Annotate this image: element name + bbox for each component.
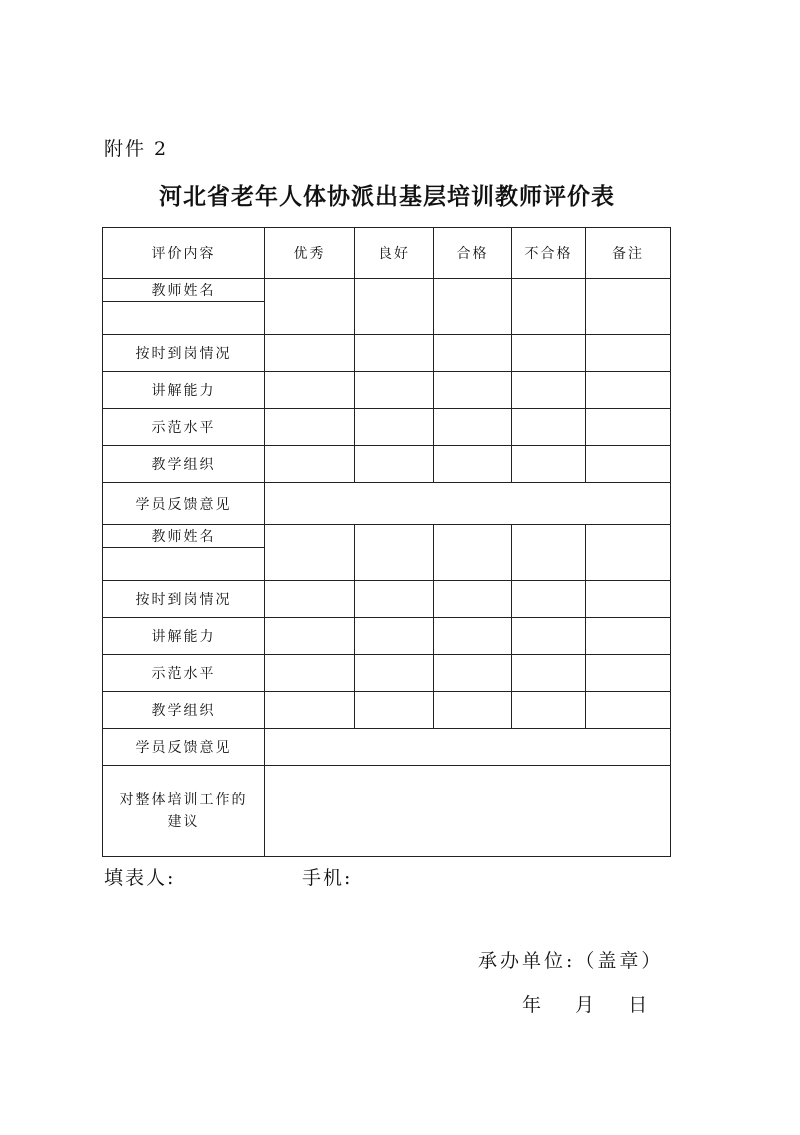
rating-cell[interactable] — [434, 655, 512, 692]
rating-cell[interactable] — [434, 446, 512, 483]
rating-cell[interactable] — [434, 618, 512, 655]
table-row — [103, 655, 671, 692]
filler-label: 填表人: — [104, 867, 176, 889]
rating-cell[interactable] — [355, 335, 434, 372]
organizer-seal — [478, 946, 663, 973]
rating-cell[interactable] — [512, 525, 586, 581]
phone-label: 手机: — [302, 867, 353, 889]
remarks-cell[interactable] — [586, 692, 671, 729]
teacher-name-label: 教师姓名 — [103, 525, 265, 548]
rating-cell[interactable] — [512, 655, 586, 692]
rating-cell[interactable] — [512, 618, 586, 655]
rating-cell[interactable] — [265, 692, 355, 729]
feedback-label: 学员反馈意见 — [103, 729, 265, 766]
rating-cell[interactable] — [265, 279, 355, 335]
rating-cell[interactable] — [512, 335, 586, 372]
rating-cell[interactable] — [434, 525, 512, 581]
rating-cell[interactable] — [512, 409, 586, 446]
attachment-label: 附件 2 — [104, 138, 169, 160]
rating-cell[interactable] — [355, 581, 434, 618]
rating-cell[interactable] — [512, 279, 586, 335]
remarks-cell[interactable] — [586, 525, 671, 581]
rating-cell[interactable] — [265, 525, 355, 581]
feedback-cell[interactable] — [265, 729, 671, 766]
rating-cell[interactable] — [434, 335, 512, 372]
remarks-cell[interactable] — [586, 446, 671, 483]
header-excellent: 优秀 — [265, 228, 355, 279]
remarks-cell[interactable] — [586, 655, 671, 692]
criterion-label: 示范水平 — [103, 655, 265, 692]
remarks-cell[interactable] — [586, 335, 671, 372]
suggestion-label: 对整体培训工作的建议 — [103, 766, 265, 857]
table-row — [103, 581, 671, 618]
suggestion-cell[interactable] — [265, 766, 671, 857]
rating-cell[interactable] — [512, 372, 586, 409]
organizer-label: 承办单位: — [478, 950, 576, 972]
teacher-name-value[interactable] — [103, 302, 265, 335]
rating-cell[interactable] — [265, 372, 355, 409]
seal-label: （盖章） — [575, 950, 664, 972]
rating-cell[interactable] — [265, 655, 355, 692]
table-row — [103, 692, 671, 729]
rating-cell[interactable] — [355, 618, 434, 655]
rating-cell[interactable] — [434, 409, 512, 446]
rating-cell[interactable] — [355, 372, 434, 409]
rating-cell[interactable] — [265, 409, 355, 446]
table-row — [103, 409, 671, 446]
date-line — [522, 990, 647, 1017]
remarks-cell[interactable] — [586, 372, 671, 409]
feedback-label: 学员反馈意见 — [103, 483, 265, 525]
table-row — [103, 729, 671, 766]
rating-cell[interactable] — [265, 581, 355, 618]
rating-cell[interactable] — [512, 581, 586, 618]
table-row — [103, 446, 671, 483]
table-row — [103, 766, 671, 857]
form-title: 河北省老年人体协派出基层培训教师评价表 — [159, 183, 615, 210]
table-row — [103, 483, 671, 525]
rating-cell[interactable] — [355, 409, 434, 446]
rating-cell[interactable] — [512, 692, 586, 729]
criterion-label: 示范水平 — [103, 409, 265, 446]
month-label: 月 — [575, 994, 595, 1016]
rating-cell[interactable] — [512, 446, 586, 483]
criterion-label: 教学组织 — [103, 692, 265, 729]
day-label: 日 — [628, 994, 648, 1016]
rating-cell[interactable] — [355, 279, 434, 335]
header-pass: 合格 — [434, 228, 512, 279]
criterion-label: 按时到岗情况 — [103, 581, 265, 618]
rating-cell[interactable] — [434, 372, 512, 409]
remarks-cell[interactable] — [586, 279, 671, 335]
evaluation-table — [102, 227, 671, 857]
teacher-name-label: 教师姓名 — [103, 279, 265, 302]
feedback-cell[interactable] — [265, 483, 671, 525]
rating-cell[interactable] — [355, 525, 434, 581]
criterion-label: 教学组织 — [103, 446, 265, 483]
criterion-label: 讲解能力 — [103, 618, 265, 655]
criterion-label: 按时到岗情况 — [103, 335, 265, 372]
rating-cell[interactable] — [265, 446, 355, 483]
criterion-label: 讲解能力 — [103, 372, 265, 409]
rating-cell[interactable] — [265, 335, 355, 372]
header-row — [103, 228, 671, 279]
table-row — [103, 372, 671, 409]
header-remarks: 备注 — [586, 228, 671, 279]
table-row — [103, 618, 671, 655]
rating-cell[interactable] — [434, 279, 512, 335]
remarks-cell[interactable] — [586, 409, 671, 446]
rating-cell[interactable] — [355, 446, 434, 483]
remarks-cell[interactable] — [586, 618, 671, 655]
rating-cell[interactable] — [355, 692, 434, 729]
year-label: 年 — [522, 994, 542, 1016]
rating-cell[interactable] — [265, 618, 355, 655]
table-row — [103, 335, 671, 372]
remarks-cell[interactable] — [586, 581, 671, 618]
header-fail: 不合格 — [512, 228, 586, 279]
teacher-name-value[interactable] — [103, 548, 265, 581]
rating-cell[interactable] — [355, 655, 434, 692]
rating-cell[interactable] — [434, 692, 512, 729]
header-content: 评价内容 — [103, 228, 265, 279]
rating-cell[interactable] — [434, 581, 512, 618]
header-good: 良好 — [355, 228, 434, 279]
